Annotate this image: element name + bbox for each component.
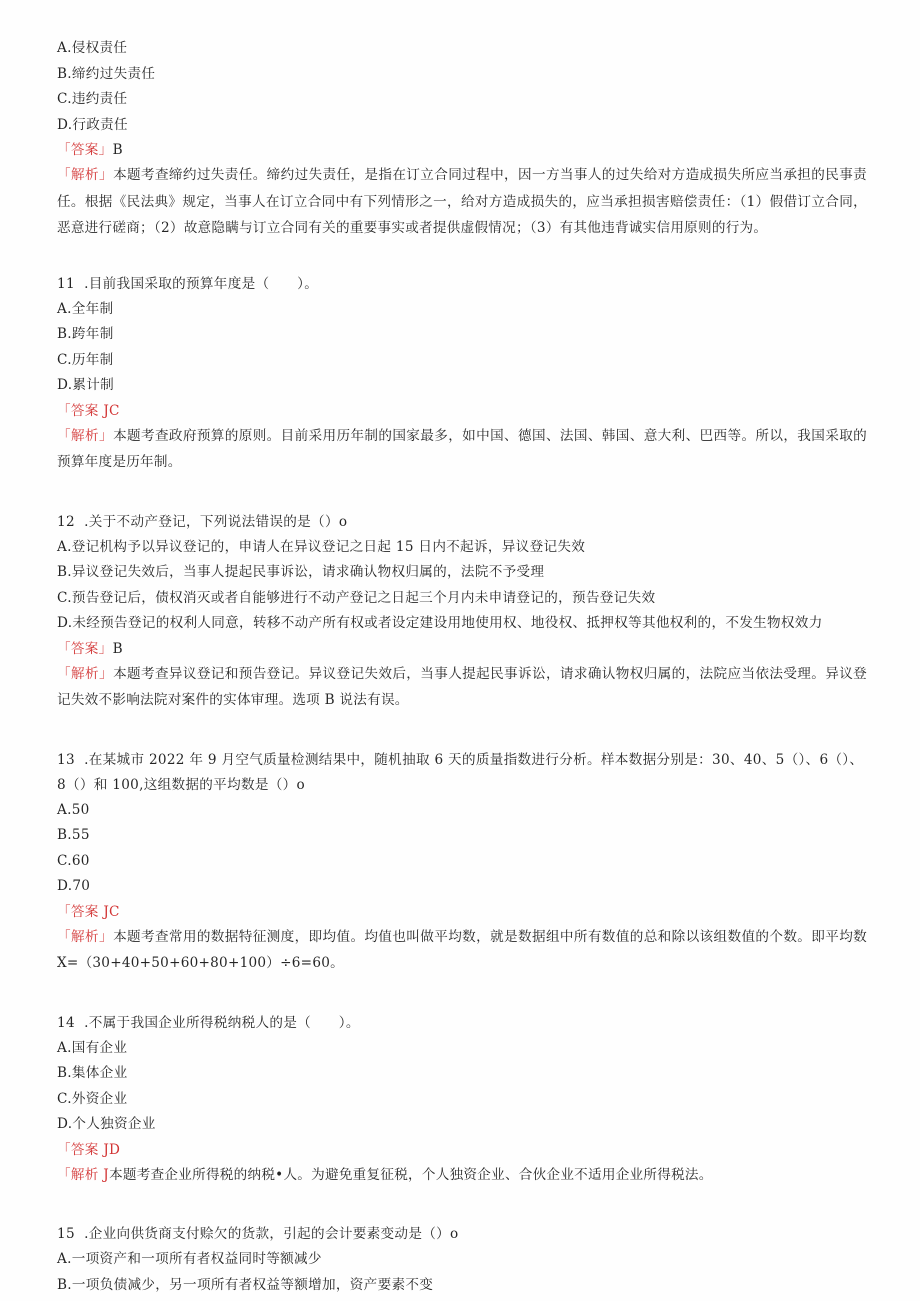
explanation-text: 本题考查政府预算的原则。目前采用历年制的国家最多，如中国、德国、法国、韩国、意大利、巴西等。所以，我国采取的预算年度是历年制。 <box>57 427 867 470</box>
question-block <box>57 1222 867 1298</box>
answer-marker: 「答案」 <box>57 142 113 158</box>
answer-line <box>57 900 867 924</box>
explanation-text: 本题考查企业所得税的纳税•人。为避免重复征税，个人独资企业、合伙企业不适用企业所得税法。 <box>109 1166 713 1183</box>
option-item[interactable]: B.缔约过失责任 <box>57 65 156 82</box>
option-item[interactable]: A.国有企业 <box>57 1039 128 1056</box>
option-item[interactable]: C.违约责任 <box>57 91 128 107</box>
option-item[interactable]: A.50 <box>57 801 90 818</box>
question-stem: 14 .不属于我国企业所得税纳税人的是（ ）。 <box>57 1014 360 1031</box>
explanation-marker: 「解析」 <box>57 665 114 682</box>
question-block <box>57 36 867 242</box>
explanation-text: 本题考查缔约过失责任。缔约过失责任，是指在订立合同过程中，因一方当事人的过失给对方造成损失所应当承担的民事责任。根据《民法典》规定，当事人在订立合同中有下列情形之一，给对方造成损失的，应当承担损害赔偿责任：（1）假借订立合同，恶意进行磋商；（2）故意隐瞒与订立合同有关的重要事实或者提供虚假情况；（3）有其他违背诚实信用原则的行为。 <box>57 167 867 236</box>
answer-line <box>57 1138 867 1162</box>
question-block <box>57 272 867 476</box>
option-item[interactable]: D.未经预告登记的权利人同意，转移不动产所有权或者设定建设用地使用权、地役权、抵押权等其他权利的，不发生物权效力 <box>57 615 823 631</box>
option-item[interactable]: C.历年制 <box>57 351 114 368</box>
explanation-line <box>57 162 867 242</box>
answer-value: B <box>112 640 123 657</box>
option-item[interactable]: B.55 <box>57 827 90 843</box>
option-item[interactable]: A.侵权责任 <box>57 40 128 56</box>
option-item[interactable]: B.集体企业 <box>57 1065 128 1081</box>
answer-line <box>57 138 867 162</box>
explanation-marker: 「解析」 <box>57 167 114 183</box>
option-item[interactable]: D.70 <box>57 878 91 894</box>
answer-marker: 「答案 <box>57 1141 104 1158</box>
question-stem: 12 .关于不动产登记，下列说法错误的是（）o <box>57 513 348 530</box>
option-item[interactable]: B.异议登记失效后，当事人提起民事诉讼，请求确认物权归属的，法院不予受理 <box>57 564 545 580</box>
explanation-text: 本题考查常用的数据特征测度，即均值。均值也叫做平均数，就是数据组中所有数值的总和除以该组数值的个数。即平均数 X=（30+40+50+60+80+100）÷6=60。 <box>57 928 872 971</box>
question-spacer <box>57 714 867 748</box>
option-item[interactable]: C.外资企业 <box>57 1090 128 1107</box>
question-block <box>57 748 872 977</box>
question-spacer <box>57 1188 867 1222</box>
answer-line <box>57 399 867 423</box>
explanation-line <box>57 1162 867 1189</box>
question-block <box>57 1011 867 1189</box>
page-content <box>57 36 872 1298</box>
question-block <box>57 510 867 714</box>
option-item[interactable]: D.累计制 <box>57 377 115 393</box>
question-spacer <box>57 977 867 1011</box>
explanation-line <box>57 924 872 977</box>
question-stem: 15 .企业向供货商支付赊欠的货款，引起的会计要素变动是（）o <box>57 1226 459 1242</box>
option-item[interactable]: D.个人独资企业 <box>57 1116 156 1132</box>
option-item[interactable]: A.登记机构予以异议登记的，申请人在异议登记之日起 15 日内不起诉，异议登记失效 <box>57 538 586 555</box>
answer-value: JD <box>103 1141 121 1158</box>
option-item[interactable]: A.一项资产和一项所有者权益同时等额减少 <box>57 1251 322 1267</box>
answer-value: JC <box>103 903 120 920</box>
answer-marker: 「答案 <box>57 402 104 419</box>
answer-value: B <box>112 142 123 158</box>
option-item[interactable]: B.跨年制 <box>57 326 114 342</box>
option-item[interactable]: C.预告登记后，债权消灭或者自能够进行不动产登记之日起三个月内未申请登记的，预告登记失效 <box>57 589 656 606</box>
explanation-marker: 「解析」 <box>57 928 114 945</box>
explanation-marker: 「解析 J <box>57 1166 110 1183</box>
answer-marker: 「答案 <box>57 903 104 920</box>
option-item[interactable]: A.全年制 <box>57 300 114 317</box>
explanation-marker: 「解析」 <box>57 427 114 444</box>
question-spacer <box>57 242 867 272</box>
question-stem: 13 .在某城市 2022 年 9 月空气质量检测结果中，随机抽取 6 天的质量指数进行分析。样本数据分别是：30、40、5（）、6（）、8（）和 100,这组数据的平均数是（）o <box>57 751 864 793</box>
option-item[interactable]: C.60 <box>57 852 90 869</box>
answer-marker: 「答案」 <box>57 640 113 657</box>
explanation-text: 本题考查异议登记和预告登记。异议登记失效后，当事人提起民事诉讼，请求确认物权归属的，法院应当依法受理。异议登记失效不影响法院对案件的实体审理。选项 B 说法有误。 <box>57 665 867 708</box>
answer-line <box>57 637 867 661</box>
answer-value: JC <box>103 402 120 419</box>
option-item[interactable]: D.行政责任 <box>57 116 128 133</box>
question-stem: 11 .目前我国采取的预算年度是（ ）。 <box>57 275 319 292</box>
question-spacer <box>57 476 867 510</box>
option-item[interactable]: B.一项负债减少，另一项所有者权益等额增加，资产要素不变 <box>57 1276 434 1293</box>
explanation-line <box>57 661 867 714</box>
explanation-line <box>57 423 867 476</box>
